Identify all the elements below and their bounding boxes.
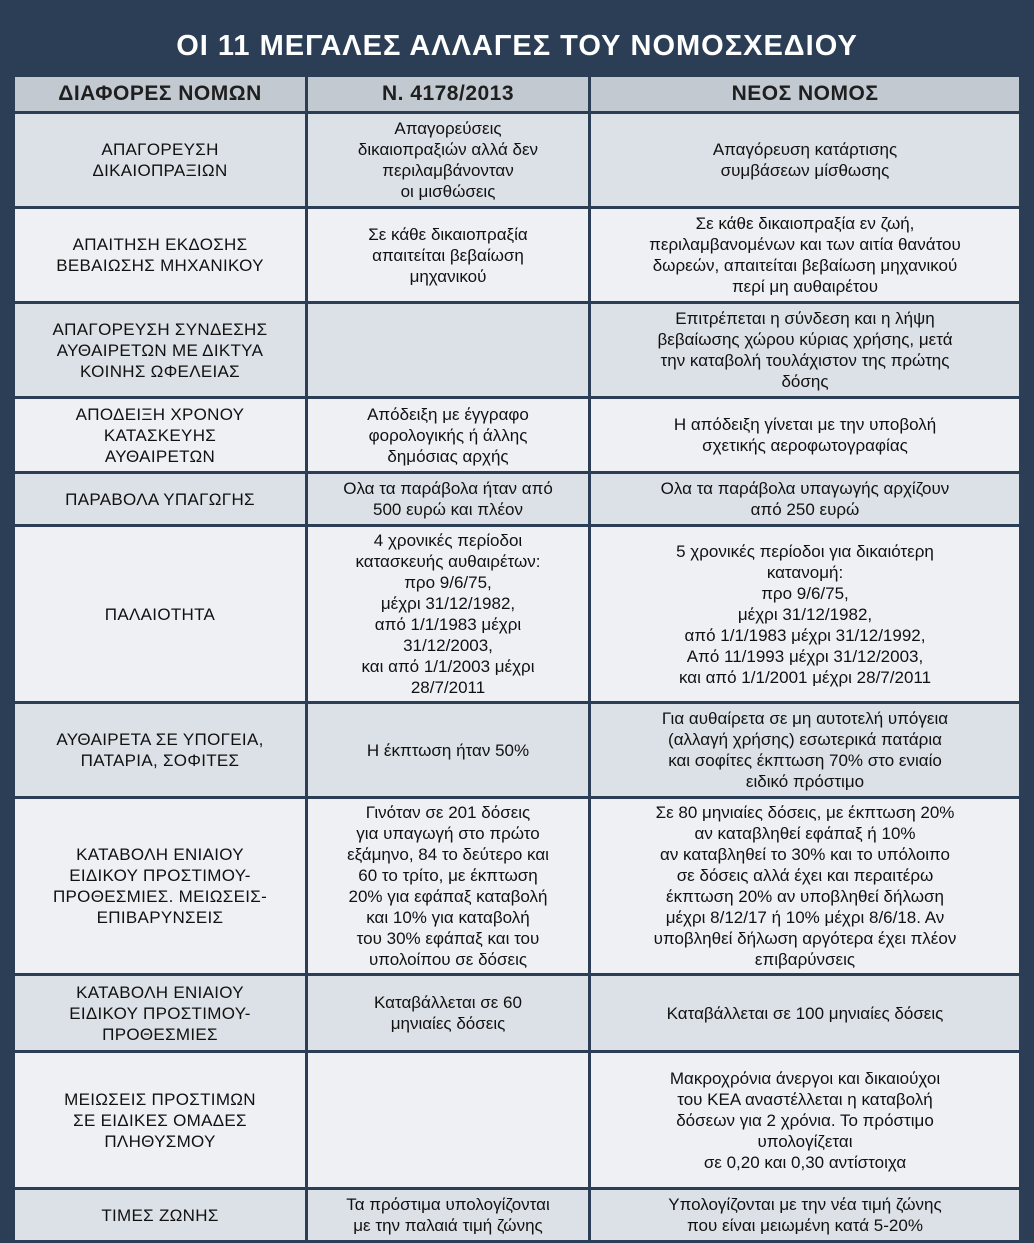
cell-old-law: 4 χρονικές περίοδοι κατασκευής αυθαιρέτων: προ 9/6/75, μέχρι 31/12/1982, από 1/1/1983 μέχρι 31/12/2003, και από 1/1/2003 μέχρι 28/7/2011: [308, 527, 588, 701]
table-row: [15, 114, 1019, 206]
table-row: [15, 399, 1019, 471]
cell-old-law: Γινόταν σε 201 δόσεις για υπαγωγή στο πρώτο εξάμηνο, 84 το δεύτερο και 60 το τρίτο, με έκπτωση 20% για εφάπαξ καταβολή και 10% για καταβολή του 30% εφάπαξ και του υπολοίπου σε δόσεις: [308, 799, 588, 973]
header-old-law: Ν. 4178/2013: [308, 77, 588, 111]
header-new-law: ΝΕΟΣ ΝΟΜΟΣ: [591, 77, 1019, 111]
cell-old-law: [308, 1053, 588, 1187]
cell-new-law: Υπολογίζονται με την νέα τιμή ζώνης που είναι μειωμένη κατά 5-20%: [591, 1190, 1019, 1240]
comparison-table: [12, 74, 1022, 1243]
cell-topic: ΠΑΛΑΙΟΤΗΤΑ: [15, 527, 305, 701]
cell-old-law: Απαγορεύσεις δικαιοπραξιών αλλά δεν περιλαμβάνονταν οι μισθώσεις: [308, 114, 588, 206]
cell-topic: ΑΠΑΙΤΗΣΗ ΕΚΔΟΣΗΣ ΒΕΒΑΙΩΣΗΣ ΜΗΧΑΝΙΚΟΥ: [15, 209, 305, 301]
cell-new-law: Για αυθαίρετα σε μη αυτοτελή υπόγεια (αλλαγή χρήσης) εσωτερικά πατάρια και σοφίτες έκπτωση 70% στο ενιαίο ειδικό πρόστιμο: [591, 704, 1019, 796]
infographic-frame: [8, 8, 1026, 1235]
cell-topic: ΑΠΟΔΕΙΞΗ ΧΡΟΝΟΥ ΚΑΤΑΣΚΕΥΗΣ ΑΥΘΑΙΡΕΤΩΝ: [15, 399, 305, 471]
cell-topic: ΑΠΑΓΟΡΕΥΣΗ ΣΥΝΔΕΣΗΣ ΑΥΘΑΙΡΕΤΩΝ ΜΕ ΔΙΚΤΥΑ ΚΟΙΝΗΣ ΩΦΕΛΕΙΑΣ: [15, 304, 305, 396]
cell-old-law: Ολα τα παράβολα ήταν από 500 ευρώ και πλέον: [308, 474, 588, 524]
cell-new-law: Επιτρέπεται η σύνδεση και η λήψη βεβαίωσης χώρου κύριας χρήσης, μετά την καταβολή τουλάχιστον της πρώτης δόσης: [591, 304, 1019, 396]
cell-old-law: Η έκπτωση ήταν 50%: [308, 704, 588, 796]
cell-topic: ΚΑΤΑΒΟΛΗ ΕΝΙΑΙΟΥ ΕΙΔΙΚΟΥ ΠΡΟΣΤΙΜΟΥ- ΠΡΟΘΕΣΜΙΕΣ. ΜΕΙΩΣΕΙΣ- ΕΠΙΒΑΡΥΝΣΕΙΣ: [15, 799, 305, 973]
cell-old-law: Σε κάθε δικαιοπραξία απαιτείται βεβαίωση μηχανικού: [308, 209, 588, 301]
cell-new-law: Καταβάλλεται σε 100 μηνιαίες δόσεις: [591, 976, 1019, 1050]
cell-old-law: Απόδειξη με έγγραφο φορολογικής ή άλλης δημόσιας αρχής: [308, 399, 588, 471]
table-row: [15, 704, 1019, 796]
table-row: [15, 209, 1019, 301]
cell-topic: ΤΙΜΕΣ ΖΩΝΗΣ: [15, 1190, 305, 1240]
cell-new-law: Ολα τα παράβολα υπαγωγής αρχίζουν από 250 ευρώ: [591, 474, 1019, 524]
cell-old-law: Τα πρόστιμα υπολογίζονται με την παλαιά τιμή ζώνης: [308, 1190, 588, 1240]
table-row: [15, 976, 1019, 1050]
cell-new-law: 5 χρονικές περίοδοι για δικαιότερη κατανομή: προ 9/6/75, μέχρι 31/12/1982, από 1/1/1983 μέχρι 31/12/1992, Από 11/1993 μέχρι 31/12/2003, και από 1/1/2001 μέχρι 28/7/2011: [591, 527, 1019, 701]
table-row: [15, 1053, 1019, 1187]
cell-topic: ΠΑΡΑΒΟΛΑ ΥΠΑΓΩΓΗΣ: [15, 474, 305, 524]
header-differences: ΔΙΑΦΟΡΕΣ ΝΟΜΩΝ: [15, 77, 305, 111]
cell-old-law: Καταβάλλεται σε 60 μηνιαίες δόσεις: [308, 976, 588, 1050]
table-row: [15, 799, 1019, 973]
infographic-title: ΟΙ 11 ΜΕΓΑΛΕΣ ΑΛΛΑΓΕΣ ΤΟΥ ΝΟΜΟΣΧΕΔΙΟΥ: [176, 29, 858, 62]
cell-new-law: Σε 80 μηνιαίες δόσεις, με έκπτωση 20% αν καταβληθεί εφάπαξ ή 10% αν καταβληθεί το 30% και το υπόλοιπο σε δόσεις αλλά έχει και περαιτέρω έκπτωση 20% αν υποβληθεί δήλωση μέχρι 8/12/17 ή 10% μέχρι 8/6/18. Αν υποβληθεί δήλωση αργότερα έχει πλέον επιβαρύνσεις: [591, 799, 1019, 973]
table-row: [15, 304, 1019, 396]
table-row: [15, 1190, 1019, 1240]
cell-new-law: Μακροχρόνια άνεργοι και δικαιούχοι του ΚΕΑ αναστέλλεται η καταβολή δόσεων για 2 χρόνια. Το πρόστιμο υπολογίζεται σε 0,20 και 0,30 αντίστοιχα: [591, 1053, 1019, 1187]
header-row: [15, 77, 1019, 111]
cell-topic: ΚΑΤΑΒΟΛΗ ΕΝΙΑΙΟΥ ΕΙΔΙΚΟΥ ΠΡΟΣΤΙΜΟΥ- ΠΡΟΘΕΣΜΙΕΣ: [15, 976, 305, 1050]
cell-new-law: Απαγόρευση κατάρτισης συμβάσεων μίσθωσης: [591, 114, 1019, 206]
cell-topic: ΑΥΘΑΙΡΕΤΑ ΣΕ ΥΠΟΓΕΙΑ, ΠΑΤΑΡΙΑ, ΣΟΦΙΤΕΣ: [15, 704, 305, 796]
cell-topic: ΑΠΑΓΟΡΕΥΣΗ ΔΙΚΑΙΟΠΡΑΞΙΩΝ: [15, 114, 305, 206]
cell-old-law: [308, 304, 588, 396]
cell-new-law: Σε κάθε δικαιοπραξία εν ζωή, περιλαμβανομένων και των αιτία θανάτου δωρεών, απαιτείται βεβαίωση μηχανικού περί μη αυθαιρέτου: [591, 209, 1019, 301]
cell-new-law: Η απόδειξη γίνεται με την υποβολή σχετικής αεροφωτογραφίας: [591, 399, 1019, 471]
table-row: [15, 474, 1019, 524]
cell-topic: ΜΕΙΩΣΕΙΣ ΠΡΟΣΤΙΜΩΝ ΣΕ ΕΙΔΙΚΕΣ ΟΜΑΔΕΣ ΠΛΗΘΥΣΜΟΥ: [15, 1053, 305, 1187]
table-row: [15, 527, 1019, 701]
